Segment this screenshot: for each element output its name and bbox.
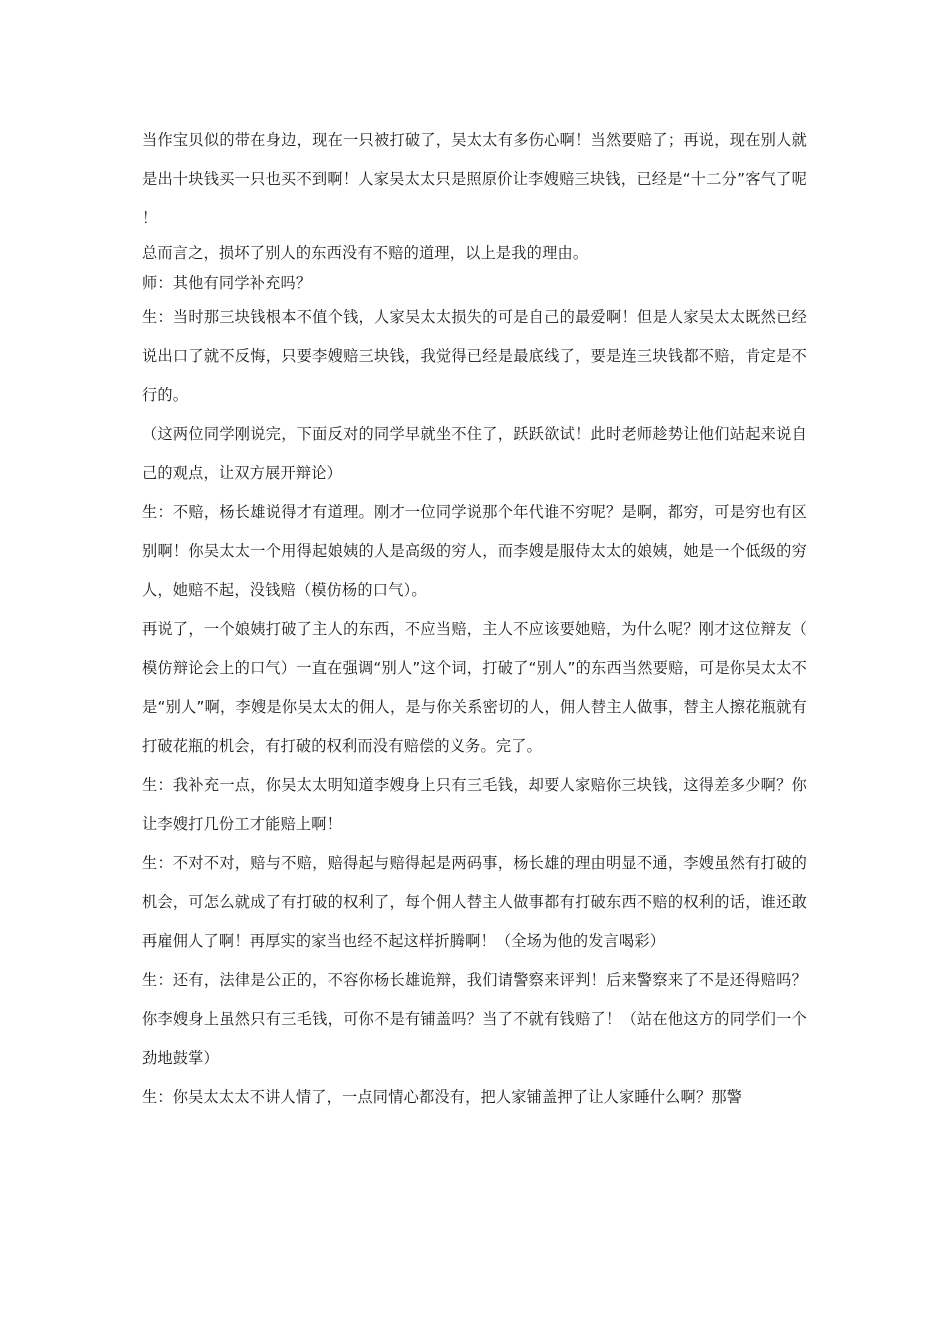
paragraph-student-1: 生：当时那三块钱根本不值个钱，人家吴太太损失的可是自己的最爱啊！但是人家吴太太既然已经说出口了就不反悔，只要李嫂赔三块钱，我觉得已经是最底线了，要是连三块钱都不赔，肯定是不行的。 xyxy=(142,308,807,405)
paragraph-student-3: 生：我补充一点，你吴太太明知道李嫂身上只有三毛钱，却要人家赔你三块钱，这得差多少啊？你让李嫂打几份工才能赔上啊！ xyxy=(142,776,807,834)
paragraph-student-2-cont: 再说了，一个娘姨打破了主人的东西，不应当赔，主人不应该要她赔，为什么呢？刚才这位辩友（模仿辩论会上的口气）一直在强调“别人”这个词，打破了“别人”的东西当然要赔，可是你吴太太不是“别人”啊，李嫂是你吴太太的佣人，是与你关系密切的人，佣人替主人做事，替主人擦花瓶就有打破花瓶的机会，有打破的权利而没有赔偿的义务。完了。 xyxy=(142,620,807,756)
paragraph-conclusion: 总而言之，损坏了别人的东西没有不赔的道理，以上是我的理由。 xyxy=(142,244,589,262)
paragraph-student-6: 生：你吴太太太不讲人情了，一点同情心都没有，把人家铺盖押了让人家睡什么啊？那警 xyxy=(142,1088,743,1107)
paragraph-student-2: 生：不赔，杨长雄说得才有道理。刚才一位同学说那个年代谁不穷呢？是啊，都穷，可是穷也有区别啊！你吴太太一个用得起娘姨的人是高级的穷人，而李嫂是服侍太太的娘姨，她是一个低级的穷人，她赔不起，没钱赔（模仿杨的口气）。 xyxy=(142,503,807,600)
paragraph-stage-note: （这两位同学刚说完，下面反对的同学早就坐不住了，跃跃欲试！此时老师趁势让他们站起来说自己的观点，让双方展开辩论） xyxy=(142,425,807,483)
paragraph-student-4: 生：不对不对，赔与不赔，赔得起与赔得起是两码事，杨长雄的理由明显不通，李嫂虽然有打破的机会，可怎么就成了有打破的权利了，每个佣人替主人做事都有打破东西不赔的权利的话，谁还敢再雇佣人了啊！再厚实的家当也经不起这样折腾啊！（全场为他的发言喝彩） xyxy=(142,854,807,951)
paragraph-continuation: 当作宝贝似的带在身边，现在一只被打破了，吴太太有多伤心啊！当然要赔了；再说，现在别人就是出十块钱买一只也买不到啊！人家吴太太只是照原价让李嫂赔三块钱，已经是“十二分”客气了呢！ xyxy=(142,131,807,227)
document-body xyxy=(142,121,807,1117)
paragraph-student-5: 生：还有，法律是公正的，不容你杨长雄诡辩，我们请警察来评判！后来警察来了不是还得赔吗？你李嫂身上虽然只有三毛钱，可你不是有铺盖吗？当了不就有钱赔了！（站在他这方的同学们一个劲地鼓掌） xyxy=(142,971,807,1068)
paragraph-teacher-question: 师：其他有同学补充吗？ xyxy=(142,274,312,293)
